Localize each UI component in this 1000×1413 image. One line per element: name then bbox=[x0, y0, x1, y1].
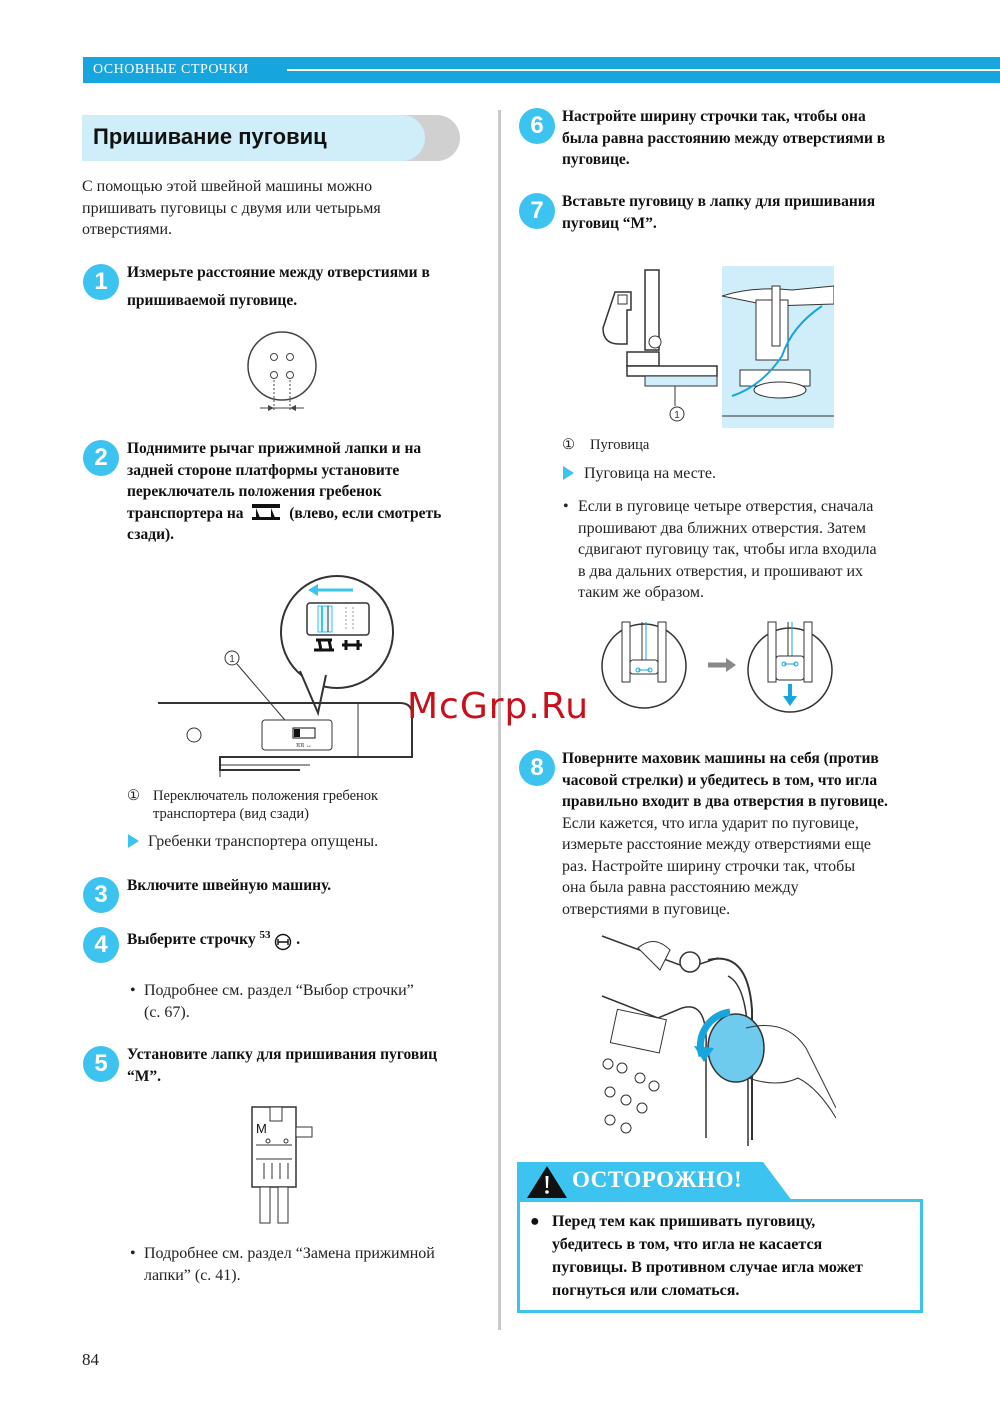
step-line: задней стороне платформы установите bbox=[127, 461, 400, 479]
note-line: в два дальних отверстия, и прошивают их bbox=[578, 562, 864, 580]
step-line: была равна расстоянию между отверстиями в bbox=[562, 129, 886, 147]
step-number-1: 1 bbox=[83, 264, 119, 300]
caution-text bbox=[530, 1210, 863, 1302]
step-line: переключатель положения гребенок bbox=[127, 483, 382, 500]
foot-with-button-illustration bbox=[597, 268, 722, 426]
step-2-result: Гребенки транспортера опущены. bbox=[148, 833, 379, 850]
step-5-text bbox=[127, 1044, 437, 1087]
caution-line: Перед тем как пришивать пуговицу, bbox=[552, 1213, 816, 1230]
result-arrow-icon bbox=[128, 834, 139, 848]
step-6-text bbox=[562, 106, 885, 171]
page-number: 84 bbox=[82, 1350, 99, 1369]
note-line: прошивают два ближних отверстия. Затем bbox=[578, 519, 866, 537]
step-4-text bbox=[127, 925, 300, 951]
step-line-end: . bbox=[296, 931, 301, 949]
note-line: таким же образом. bbox=[578, 584, 704, 601]
bullet: • bbox=[130, 982, 136, 999]
button-measure-illustration bbox=[240, 328, 320, 416]
step-number-6: 6 bbox=[519, 108, 555, 144]
step-line: Поверните маховик машины на себя (против bbox=[562, 750, 879, 767]
callout-number: ① bbox=[127, 788, 140, 804]
step-line: Поднимите рычаг прижимной лапки и на bbox=[127, 440, 422, 457]
caution-line: убедитесь в том, что игла не касается bbox=[552, 1236, 823, 1253]
step-2-callout bbox=[127, 787, 378, 823]
step-line bbox=[127, 503, 487, 525]
intro-paragraph bbox=[82, 176, 381, 241]
needle-button-photo-illustration bbox=[722, 266, 834, 428]
step-line: сзади). bbox=[127, 526, 175, 543]
caution-line: погнуться или сломаться. bbox=[552, 1282, 740, 1299]
step-line: правильно входит в два отверстия в пуговице. bbox=[562, 793, 888, 810]
note-line: сдвигают пуговицу так, чтобы игла входила bbox=[578, 541, 877, 558]
step-7-callout bbox=[562, 436, 649, 454]
caution-line: пуговицы. В противном случае игла может bbox=[552, 1259, 863, 1276]
step-line-part: транспортера на bbox=[127, 504, 244, 522]
note-line: Если в пуговице четыре отверстия, сначала bbox=[578, 498, 874, 515]
step-7-result: Пуговица на месте. bbox=[584, 465, 716, 482]
step-line: раз. Настройте ширину строчки так, чтобы bbox=[562, 857, 856, 875]
step-number-8: 8 bbox=[519, 750, 555, 786]
step-line-part: (влево, если смотреть bbox=[289, 504, 442, 522]
watermark: McGrp.Ru bbox=[407, 686, 590, 727]
note-line: Подробнее см. раздел “Замена прижимной bbox=[144, 1245, 435, 1262]
step-line: измерьте расстояние между отверстиями еще bbox=[562, 836, 872, 853]
step-7-text bbox=[562, 191, 875, 234]
callout-text: транспортера (вид сзади) bbox=[153, 806, 309, 822]
callout-text: Пуговица bbox=[590, 437, 650, 453]
step-line: пуговице. bbox=[562, 151, 630, 168]
step-line: Выберите строчку bbox=[127, 931, 256, 949]
step-line: Измерьте расстояние между отверстиями в bbox=[127, 264, 430, 281]
bullet: • bbox=[130, 1245, 136, 1262]
intro-line: С помощью этой швейной машины можно bbox=[82, 178, 373, 195]
feed-dogs-down-icon bbox=[251, 503, 281, 521]
step-2-text bbox=[127, 438, 487, 546]
svg-text:1: 1 bbox=[674, 410, 680, 421]
caution-title: ОСТОРОЖНО! bbox=[572, 1167, 743, 1192]
svg-text:ππ ↔: ππ ↔ bbox=[296, 743, 312, 749]
intro-line: пришивать пуговицы с двумя или четырьмя bbox=[82, 199, 381, 217]
step-number-3: 3 bbox=[83, 877, 119, 913]
step-line: пришиваемой пуговице. bbox=[127, 291, 298, 309]
step-line: Вставьте пуговицу в лапку для пришивания bbox=[562, 193, 876, 210]
intro-line: отверстиями. bbox=[82, 221, 173, 238]
button-foot-m-illustration bbox=[246, 1105, 318, 1227]
step-number-2: 2 bbox=[83, 440, 119, 476]
stitch-number: 53 bbox=[259, 929, 271, 941]
note-line: лапки” (с. 41). bbox=[144, 1266, 241, 1284]
svg-text:1: 1 bbox=[229, 654, 235, 665]
step-line: Если кажется, что игла ударит по пуговице, bbox=[562, 814, 859, 832]
step-line: пуговиц “M”. bbox=[562, 214, 657, 232]
header-rule bbox=[287, 69, 1000, 71]
foot-letter-m: M bbox=[256, 1121, 267, 1136]
step-number-5: 5 bbox=[83, 1046, 119, 1082]
step-line: часовой стрелки) и убедитесь в том, что игла bbox=[562, 771, 878, 789]
note-line: Подробнее см. раздел “Выбор строчки” bbox=[144, 982, 414, 999]
button-stitch-icon bbox=[274, 933, 292, 951]
step-line: Установите лапку для пришивания пуговиц bbox=[127, 1046, 438, 1063]
step-1-text bbox=[127, 262, 430, 311]
section-header-label: ОСНОВНЫЕ СТРОЧКИ bbox=[93, 62, 249, 77]
feed-dog-switch-illustration bbox=[150, 565, 440, 783]
handwheel-illustration bbox=[598, 928, 836, 1146]
step-5-note bbox=[130, 1243, 435, 1286]
result-arrow-icon bbox=[563, 466, 574, 480]
step-number-4: 4 bbox=[83, 927, 119, 963]
note-line: (с. 67). bbox=[144, 1003, 190, 1021]
step-3-text: Включите швейную машину. bbox=[127, 877, 332, 894]
four-hole-sequence-illustration bbox=[600, 620, 835, 720]
step-line: она была равна расстоянию между bbox=[562, 879, 799, 896]
step-line: отверстиями в пуговице. bbox=[562, 900, 731, 918]
bullet: • bbox=[563, 498, 569, 515]
step-4-note bbox=[130, 980, 414, 1023]
page-title: Пришивание пуговиц bbox=[93, 124, 327, 149]
callout-number: ① bbox=[562, 437, 575, 453]
callout-text: Переключатель положения гребенок bbox=[153, 788, 379, 804]
step-number-7: 7 bbox=[519, 193, 555, 229]
bullet-icon: ● bbox=[530, 1213, 540, 1230]
step-8-text bbox=[562, 748, 888, 920]
step-line: Настройте ширину строчки так, чтобы она bbox=[562, 108, 866, 125]
step-line: “M”. bbox=[127, 1067, 162, 1085]
step-7-note bbox=[563, 496, 877, 604]
